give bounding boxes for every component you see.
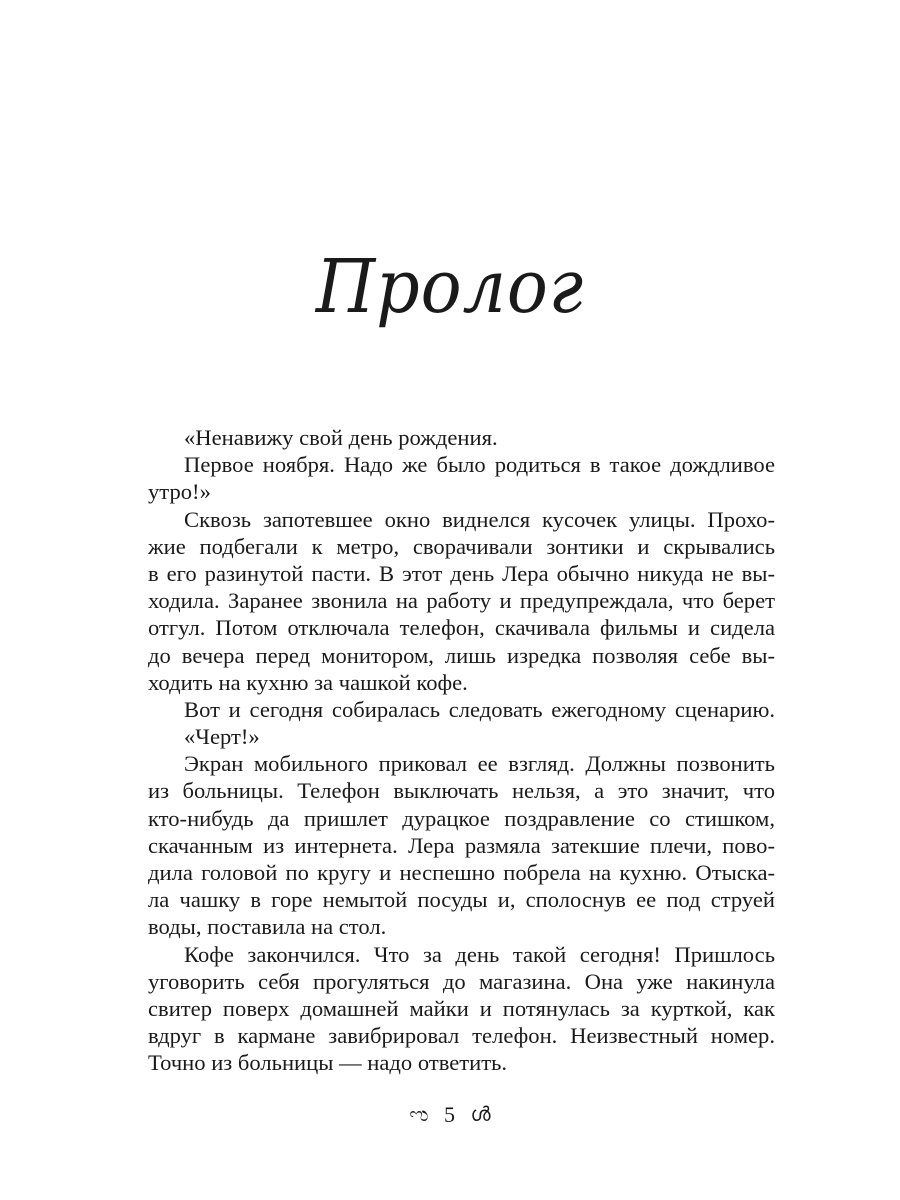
page-footer [0,1098,900,1130]
text-line: «Черт!» [184,724,260,750]
text-line: Кофе закончился. Что за день такой сегодня! Пришлось [184,941,775,967]
text-line: отгул. Потом отключала телефон, скачивала фильмы и сидела [148,615,775,641]
text-line: ходить на кухню за чашкой кофе. [148,669,468,695]
body-text [148,424,775,1077]
text-line: из больницы. Телефон выключать нельзя, а это значит, что [148,778,775,804]
text-line: «Ненавижу свой день рождения. [184,425,498,450]
text-line: дила головой по кругу и неспешно побрела на кухню. Отыска- [148,860,775,885]
text-line: до вечера перед монитором, лишь изредка позволяя себе вы- [148,642,775,668]
chapter-title: Пролог [315,244,585,330]
text-line: воды, поставила на стол. [148,914,387,940]
text-line: утро!» [148,479,211,505]
text-line: вдруг в кармане завибрировал телефон. Неизвестный номер. [148,1023,775,1049]
text-line: Вот и сегодня собиралась следовать ежегодному сценарию. [184,696,775,722]
text-line: свитер поверх домашней майки и потянулась за курткой, как [148,995,775,1021]
text-line: ходила. Заранее звонила на работу и предупреждала, что берет [148,588,775,614]
text-line: Первое ноября. Надо же было родиться в такое дождливое [184,452,775,478]
left-ornament-icon: ಌ [409,1103,429,1126]
right-ornament-icon: ൾ [470,1103,491,1126]
text-line: ла чашку в горе немытой посуды и, сполоснув ее под струей [148,887,775,913]
text-line: кто-нибудь да пришлет дурацкое поздравление со стишком, [148,805,775,831]
text-line: уговорить себя прогуляться до магазина. Она уже накинула [148,968,775,994]
text-line: жие подбегали к метро, сворачивали зонтики и скрывались [148,533,775,559]
text-line: Сквозь запотевшее окно виднелся кусочек улицы. Прохо- [184,506,775,532]
text-line: Точно из больницы — надо ответить. [148,1050,508,1076]
page-number: 5 [444,1101,456,1127]
text-line: Экран мобильного приковал ее взгляд. Должны позвонить [184,751,775,777]
text-line: скачанным из интернета. Лера размяла затекшие плечи, пово- [148,832,775,858]
text-line: в его разинутой пасти. В этот день Лера обычно никуда не вы- [148,560,775,586]
